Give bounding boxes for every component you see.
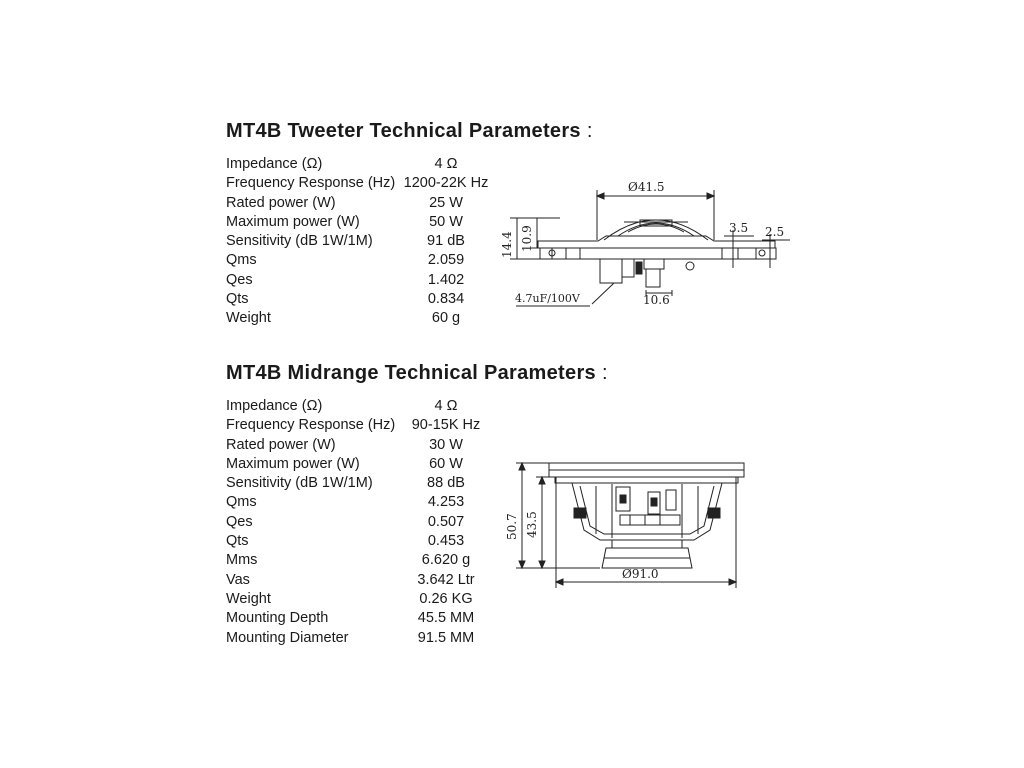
tweeter-capacitor-label: 4.7uF/100V xyxy=(515,292,580,305)
tweeter-terminal-label: 10.6 xyxy=(643,293,670,307)
parameter-label: Impedance (Ω) xyxy=(226,398,323,414)
parameter-value: 30 W xyxy=(429,436,463,453)
tweeter-screw-boss xyxy=(686,262,694,270)
tweeter-capacitor-leader xyxy=(592,283,614,304)
tweeter-mount-plate xyxy=(540,248,776,259)
parameter-value: 45.5 MM xyxy=(417,610,475,627)
parameter-value: 91.5 MM xyxy=(417,629,475,646)
parameter-label: Qts xyxy=(226,291,249,308)
parameter-value: 25 W xyxy=(429,194,463,211)
midrange-dim-arrow-top xyxy=(519,463,525,470)
parameter-value: 0.834 xyxy=(427,291,465,308)
tweeter-height-inner-label: 10.9 xyxy=(520,225,534,252)
parameter-label: Maximum power (W) xyxy=(226,213,360,230)
parameter-label: Frequency Response (Hz) xyxy=(226,175,396,192)
tweeter-dim-arrow-left xyxy=(597,193,604,199)
tweeter-title-colon: : xyxy=(586,120,593,142)
tweeter-dim-a-label: 3.5 xyxy=(729,221,749,235)
midrange-title-colon: : xyxy=(601,362,608,384)
tweeter-drawing xyxy=(510,190,790,306)
midrange-basket-tab-right xyxy=(708,508,720,518)
midrange-terminal-center-tab xyxy=(651,498,657,506)
parameter-value: 2.059 xyxy=(427,252,465,269)
parameter-value: 0.26 KG xyxy=(419,590,473,607)
midrange-dim-arrow-bottom xyxy=(519,561,525,568)
tweeter-title-text: MT4B Tweeter Technical Parameters xyxy=(226,120,581,142)
tweeter-capacitor-body xyxy=(600,259,622,283)
tweeter-height-total-label: 14.4 xyxy=(500,231,514,258)
tweeter-terminal-tab xyxy=(636,262,642,274)
midrange-inner-arrow-bottom xyxy=(539,561,545,568)
parameter-label: Rated power (W) xyxy=(226,436,336,453)
midrange-title-text: MT4B Midrange Technical Parameters xyxy=(226,362,596,384)
parameter-label: Frequency Response (Hz) xyxy=(226,417,396,434)
midrange-gasket xyxy=(555,477,738,483)
midrange-top-plate xyxy=(612,540,682,548)
parameter-value: 1.402 xyxy=(427,271,465,288)
parameter-label: Vas xyxy=(226,571,250,588)
parameter-label: Maximum power (W) xyxy=(226,455,360,472)
midrange-dim-arrow-right xyxy=(729,579,736,585)
parameter-label: Impedance (Ω) xyxy=(226,156,323,172)
tweeter-diameter-label: Ø41.5 xyxy=(628,180,665,194)
parameter-value: 91 dB xyxy=(427,233,465,250)
midrange-frame-bar xyxy=(620,515,680,525)
midrange-height-total-label: 50.7 xyxy=(505,513,519,540)
midrange-basket-inner xyxy=(580,486,714,534)
parameter-label: Sensitivity (dB 1W/1M) xyxy=(226,233,373,250)
parameter-value: 6.620 g xyxy=(421,552,471,569)
parameter-value: 60 W xyxy=(429,455,463,472)
parameter-label: Mms xyxy=(226,552,258,569)
tweeter-dome-core xyxy=(628,224,684,232)
parameter-value: 50 W xyxy=(429,213,463,230)
parameter-label: Qms xyxy=(226,252,257,269)
parameter-value: 88 dB xyxy=(427,475,465,492)
parameter-value: 90-15K Hz xyxy=(411,417,481,434)
parameter-label: Rated power (W) xyxy=(226,194,336,211)
tweeter-dim-b-label: 2.5 xyxy=(765,225,785,239)
tweeter-mount-hole-right xyxy=(759,250,765,256)
parameter-label: Weight xyxy=(226,590,271,607)
tweeter-dim-arrow-right xyxy=(707,193,714,199)
midrange-basket-outline xyxy=(572,483,722,540)
tweeter-terminal-block xyxy=(622,259,634,277)
midrange-terminal-right xyxy=(666,490,676,510)
parameter-label: Qms xyxy=(226,494,257,511)
midrange-height-inner-label: 43.5 xyxy=(525,511,539,538)
parameter-label: Mounting Depth xyxy=(226,610,329,627)
midrange-terminal-left-tab xyxy=(620,495,626,503)
tweeter-rear-post xyxy=(646,269,660,287)
parameter-value: 1200-22K Hz xyxy=(403,175,489,192)
parameter-label: Qes xyxy=(226,271,253,288)
parameter-value: 4.253 xyxy=(427,494,465,511)
parameter-value: 4 Ω xyxy=(434,398,458,414)
tweeter-magnet xyxy=(644,259,664,269)
midrange-dim-arrow-left xyxy=(556,579,563,585)
parameter-label: Weight xyxy=(226,310,271,327)
midrange-diameter-label: Ø91.0 xyxy=(622,567,659,581)
midrange-inner-arrow-top xyxy=(539,477,545,484)
parameter-label: Mounting Diameter xyxy=(226,629,349,646)
parameter-value: 60 g xyxy=(431,310,461,327)
parameter-label: Qts xyxy=(226,533,249,550)
tweeter-flange xyxy=(538,236,775,248)
parameter-value: 0.453 xyxy=(427,533,465,550)
parameter-value: 4 Ω xyxy=(434,156,458,172)
parameter-label: Sensitivity (dB 1W/1M) xyxy=(226,475,373,492)
midrange-basket-tab-left xyxy=(574,508,586,518)
parameter-label: Qes xyxy=(226,513,253,530)
parameter-value: 0.507 xyxy=(427,513,465,530)
parameter-value: 3.642 Ltr xyxy=(417,571,475,588)
